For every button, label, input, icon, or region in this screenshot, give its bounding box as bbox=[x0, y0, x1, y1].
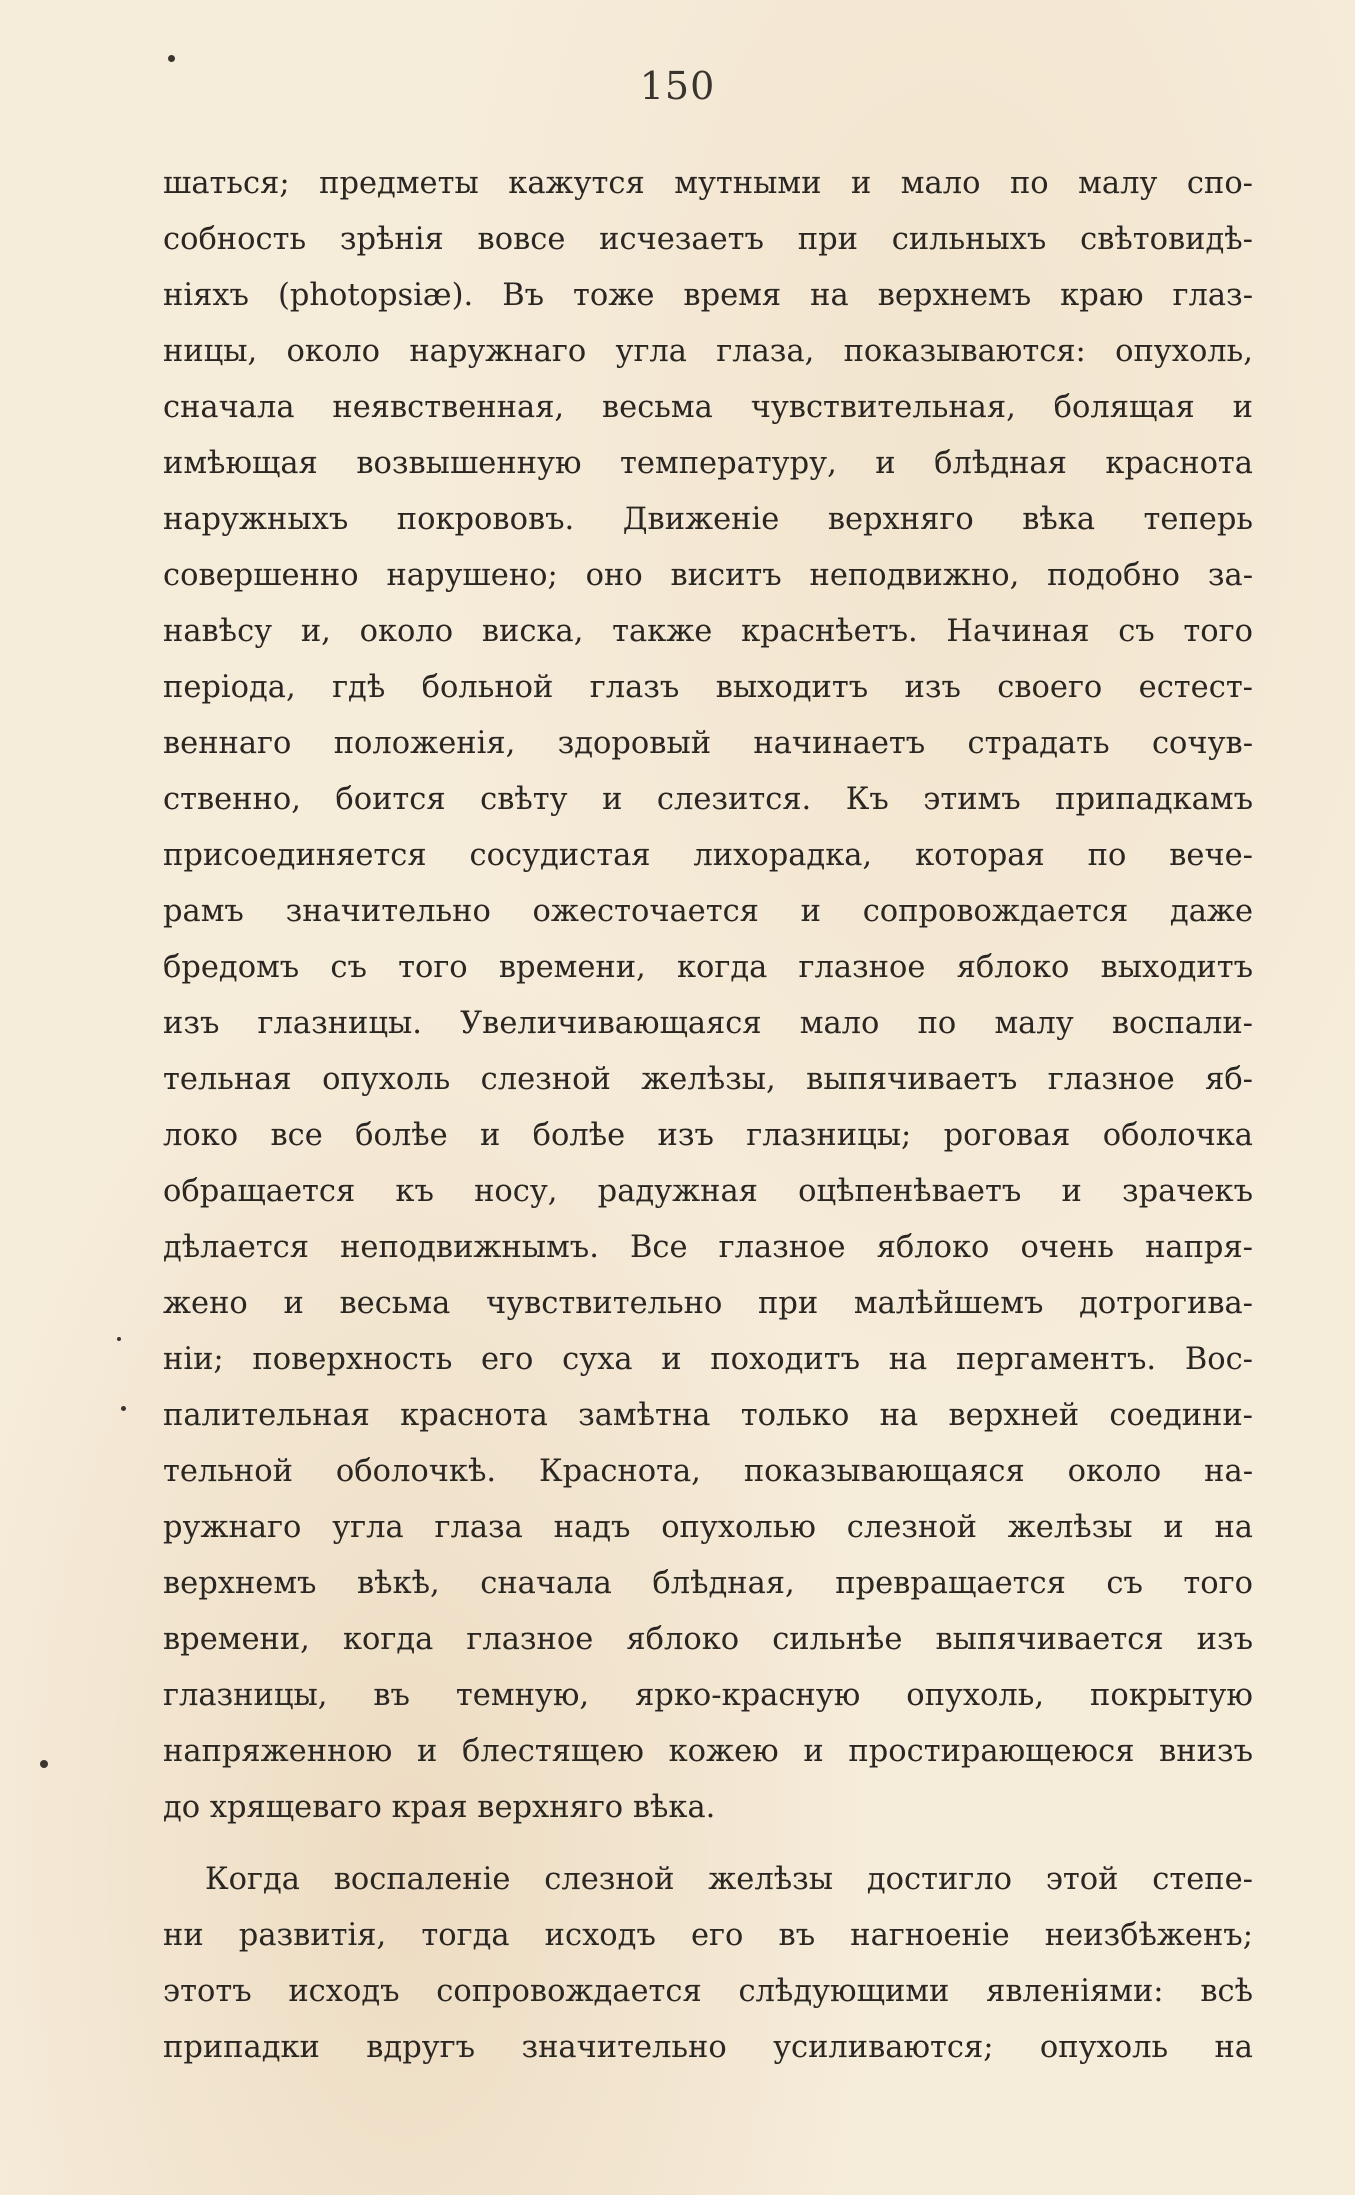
text-line: палительная краснота замѣтна только на верхней соедини- bbox=[163, 1398, 1253, 1433]
paragraph-end-line: до хрящеваго края верхняго вѣка. bbox=[163, 1790, 716, 1825]
text-line: напряженною и блестящею кожею и простирающеюся внизъ bbox=[163, 1734, 1253, 1769]
text-line: изъ глазницы. Увеличивающаяся мало по малу воспали- bbox=[163, 1006, 1253, 1041]
text-line: присоединяется сосудистая лихорадка, которая по вече- bbox=[163, 838, 1253, 873]
text-line: глазницы, въ темную, ярко-красную опухоль, покрытую bbox=[163, 1678, 1253, 1713]
text-line: веннаго положенія, здоровый начинаетъ страдать сочув- bbox=[163, 726, 1253, 761]
body-text bbox=[163, 156, 1253, 2076]
text-line: рамъ значительно ожесточается и сопровождается даже bbox=[163, 894, 1253, 929]
text-line: этотъ исходъ сопровождается слѣдующими явленіями: всѣ bbox=[163, 1974, 1253, 2009]
text-line: ницы, около наружнаго угла глаза, показываются: опухоль, bbox=[163, 334, 1253, 369]
text-line: имѣющая возвышенную температуру, и блѣдная краснота bbox=[163, 446, 1253, 481]
text-line: ственно, боится свѣту и слезится. Къ этимъ припадкамъ bbox=[163, 782, 1253, 817]
text-line: жено и весьма чувствительно при малѣйшемъ дотрогива- bbox=[163, 1286, 1253, 1321]
text-line: шаться; предметы кажутся мутными и мало по малу спо- bbox=[163, 166, 1253, 201]
ink-spot bbox=[121, 1406, 126, 1411]
paragraph-start-line: Когда воспаленіе слезной желѣзы достигло этой степе- bbox=[205, 1862, 1253, 1897]
ink-spot bbox=[117, 1337, 121, 1341]
text-line: обращается къ носу, радужная оцѣпенѣваетъ и зрачекъ bbox=[163, 1174, 1253, 1209]
text-line: тельной оболочкѣ. Краснота, показывающаяся около на- bbox=[163, 1454, 1253, 1489]
text-line: припадки вдругъ значительно усиливаются; опухоль на bbox=[163, 2030, 1253, 2065]
text-line: совершенно нарушено; оно виситъ неподвижно, подобно за- bbox=[163, 558, 1253, 593]
text-line: навѣсу и, около виска, также краснѣетъ. Начиная съ того bbox=[163, 614, 1253, 649]
text-line: сначала неявственная, весьма чувствительная, болящая и bbox=[163, 390, 1253, 425]
text-line: ніи; поверхность его суха и походитъ на пергаментъ. Вос- bbox=[163, 1342, 1253, 1377]
text-line: періода, гдѣ больной глазъ выходитъ изъ своего естест- bbox=[163, 670, 1253, 705]
ink-spot bbox=[168, 55, 175, 62]
page-number: 150 bbox=[639, 64, 716, 108]
text-line: локо все болѣе и болѣе изъ глазницы; роговая оболочка bbox=[163, 1118, 1253, 1153]
text-line: бредомъ съ того времени, когда глазное яблоко выходитъ bbox=[163, 950, 1253, 985]
text-line: ружнаго угла глаза надъ опухолью слезной желѣзы и на bbox=[163, 1510, 1253, 1545]
text-line: дѣлается неподвижнымъ. Все глазное яблоко очень напря- bbox=[163, 1230, 1253, 1265]
ink-spot bbox=[40, 1760, 48, 1768]
text-line: времени, когда глазное яблоко сильнѣе выпячивается изъ bbox=[163, 1622, 1253, 1657]
text-line: наружныхъ покрововъ. Движеніе верхняго вѣка теперь bbox=[163, 502, 1253, 537]
text-line: верхнемъ вѣкѣ, сначала блѣдная, превращается съ того bbox=[163, 1566, 1253, 1601]
text-line: ни развитія, тогда исходъ его въ нагноеніе неизбѣженъ; bbox=[163, 1918, 1253, 1953]
text-line: ніяхъ (photopsiæ). Въ тоже время на верхнемъ краю глаз- bbox=[163, 278, 1253, 313]
text-line: тельная опухоль слезной желѣзы, выпячиваетъ глазное яб- bbox=[163, 1062, 1253, 1097]
text-line: собность зрѣнія вовсе исчезаетъ при сильныхъ свѣтовидѣ- bbox=[163, 222, 1253, 257]
